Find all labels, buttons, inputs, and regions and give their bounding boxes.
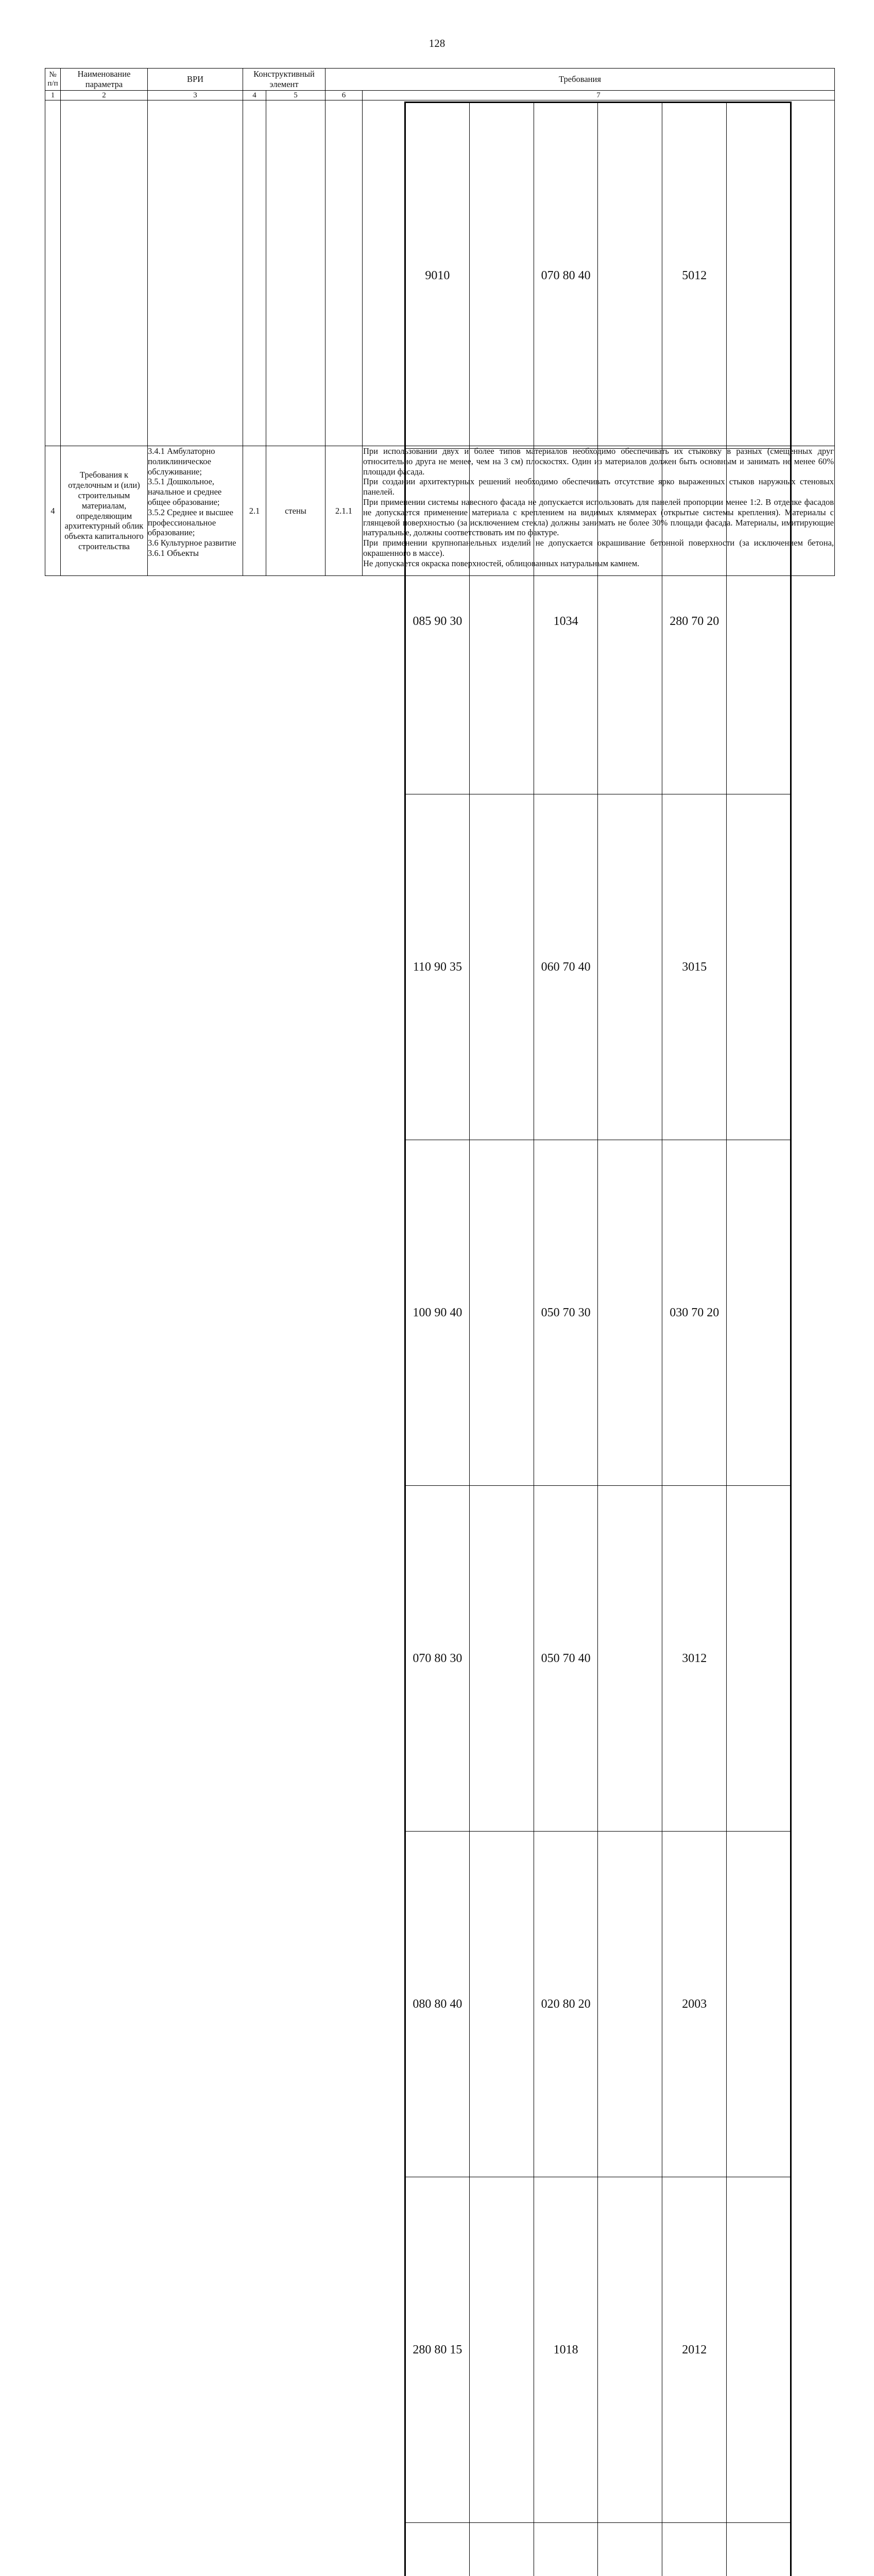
element-subcode: 2.1.1 (325, 446, 363, 576)
vri-list (148, 446, 243, 576)
color-codes-table (404, 101, 792, 2576)
color-empty-cell (727, 794, 791, 1140)
color-row (405, 103, 791, 449)
vri-item: 3.6 Культурное развитие (148, 538, 243, 548)
color-row (405, 1832, 791, 2177)
color-code: 2003 (662, 1832, 727, 2177)
color-empty-cell (598, 794, 662, 1140)
vri-item: 3.5.2 Среднее и высшее профессиональное образование; (148, 507, 243, 538)
color-code: 080 80 40 (405, 1832, 470, 2177)
vri-item: 3.5.1 Дошкольное, начальное и среднее общее образование; (148, 477, 243, 507)
color-empty-cell (727, 1140, 791, 1486)
color-empty-cell (469, 2177, 534, 2523)
header-num: № п/п (45, 69, 61, 91)
requirement-paragraph: При использовании двух и более типов материалов необходимо обеспечивать их стыковку в разных (смещенных друг относительно друга не менее, чем на 3 см) плоскостях. Один из материалов должен быть основным и занимать не менее 60% площади фасада. (363, 446, 834, 477)
color-code: 110 90 35 (405, 794, 470, 1140)
color-code: 280 70 20 (662, 449, 727, 794)
color-empty-cell (727, 1832, 791, 2177)
color-empty-cell (727, 2523, 791, 2576)
color-code: 085 90 30 (405, 449, 470, 794)
color-empty-cell (469, 1832, 534, 2177)
color-empty-cell (598, 1832, 662, 2177)
header-vri: ВРИ (148, 69, 243, 91)
color-row (405, 2523, 791, 2576)
color-empty-cell (727, 449, 791, 794)
color-empty-cell (598, 1140, 662, 1486)
header-element: Конструктивный элемент (243, 69, 325, 91)
color-empty-cell (469, 103, 534, 449)
color-empty-cell (469, 1486, 534, 1832)
color-code: 070 80 30 (405, 1486, 470, 1832)
color-code: 070 80 40 (534, 103, 598, 449)
header-row (45, 69, 835, 91)
empty-cell (148, 100, 243, 446)
empty-cell (45, 100, 61, 446)
color-empty-cell (598, 103, 662, 449)
color-empty-cell (727, 1486, 791, 1832)
requirement-paragraph: При применении системы навесного фасада не допускается использовать для панелей пропорции менее 1:2. В отделке фасадов не допускается применение материала с креплением на видимых кляммерах (открытые системы крепления). Материалы с глянцевой поверхностью (за исключением стекла) должны занимать не более 30% площади фасада. Материалы, имитирующие натуральные, должны соответствовать им по фактуре. (363, 497, 834, 538)
color-code: 050 70 30 (534, 1140, 598, 1486)
empty-cell (325, 100, 363, 446)
color-code (534, 2523, 598, 2576)
header-requirements: Требования (325, 69, 835, 91)
column-number: 5 (266, 91, 325, 100)
parameter-name: Требования к отделочным и (или) строительным материалам, определяющим архитектурный облик объекта капитального строительства (61, 446, 148, 576)
row-number: 4 (45, 446, 61, 576)
column-number: 2 (61, 91, 148, 100)
column-number: 4 (243, 91, 266, 100)
color-code: 1018 (534, 2177, 598, 2523)
color-code: 060 70 40 (534, 794, 598, 1140)
color-empty-cell (598, 2523, 662, 2576)
color-empty-cell (469, 794, 534, 1140)
color-code: 9010 (405, 103, 470, 449)
color-empty-cell (598, 2177, 662, 2523)
requirement-paragraph: Не допускается окраска поверхностей, облицованных натуральным камнем. (363, 558, 834, 569)
color-code: 5012 (662, 103, 727, 449)
page-number: 128 (0, 37, 874, 50)
column-number: 7 (363, 91, 835, 100)
requirements-table (45, 68, 835, 576)
color-code: 3012 (662, 1486, 727, 1832)
color-code: 050 70 40 (534, 1486, 598, 1832)
color-empty-cell (469, 1140, 534, 1486)
color-empty-cell (727, 103, 791, 449)
empty-cell (243, 100, 266, 446)
color-code (662, 2523, 727, 2576)
vri-item: 3.4.1 Амбулаторно поликлиническое обслуживание; (148, 446, 243, 477)
table-row (45, 100, 835, 446)
color-code: 030 70 20 (662, 1140, 727, 1486)
header-param: Наименование параметра (61, 69, 148, 91)
column-number: 3 (148, 91, 243, 100)
color-code: 1034 (534, 449, 598, 794)
element-name: стены (266, 446, 325, 576)
element-code: 2.1 (243, 446, 266, 576)
color-empty-cell (727, 2177, 791, 2523)
empty-cell (61, 100, 148, 446)
vri-item: 3.6.1 Объекты (148, 548, 243, 558)
empty-cell (266, 100, 325, 446)
column-number: 6 (325, 91, 363, 100)
requirement-paragraph: При применении крупнопанельных изделий не допускается окрашивание бетонной поверхности (за исключением бетона, окрашенного в массе). (363, 538, 834, 558)
color-code: 020 80 20 (534, 1832, 598, 2177)
color-row (405, 449, 791, 794)
color-empty-cell (598, 1486, 662, 1832)
color-row (405, 794, 791, 1140)
color-row (405, 1140, 791, 1486)
color-empty-cell (469, 2523, 534, 2576)
color-code: 280 80 15 (405, 2177, 470, 2523)
color-empty-cell (469, 449, 534, 794)
column-number: 1 (45, 91, 61, 100)
color-code: 2012 (662, 2177, 727, 2523)
color-code: 100 90 40 (405, 1140, 470, 1486)
color-row (405, 1486, 791, 1832)
color-codes-cell (363, 100, 835, 446)
color-code (405, 2523, 470, 2576)
requirement-paragraph: При создании архитектурных решений необходимо обеспечивать отсутствие ярко выраженных стыков наружных стеновых панелей. (363, 477, 834, 497)
color-row (405, 2177, 791, 2523)
color-code: 3015 (662, 794, 727, 1140)
column-number-row (45, 91, 835, 100)
color-empty-cell (598, 449, 662, 794)
